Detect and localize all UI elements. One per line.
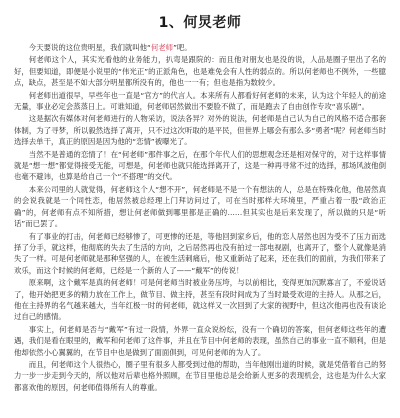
paragraph: 何老师这个人，其实光看他的业务能力，扒弯是跟院的：而且他对朋友也是没的说，人品是圈子里出了名的好，但要知道，即便是小说里的“伟光正”的正派角色，也是难免会有人性的弱点的。所以何老师也不例外，一些臆点，缺点，甚至是不如大部分明星都所没有的，他也一一有；但也是指为数较少。: [14, 55, 386, 88]
paragraph: 当然不是普通的恋情了！在“何老师”那件事之后，在那个年代人们的思想观念还是相对保守的，对于这样事情就是“想一想”都觉得接受无能，可想是，何老师也就只能选择离开了，这是一种再寻常不过的选择，那场风波他倒也毫不避讳，也算是给自己一个“不搭理”的交代。: [14, 149, 386, 182]
paragraph-text: 今天要说的这位贵明星，我们就叫他“: [28, 43, 151, 52]
paragraph: 何老师出道很早，早些年也一直是“官方”的代言人。本来所有人都看好何老师的未来，认为这个年轻人的前途无量，事业必定会蒸蒸日上。可谁知道，何老师居然做出不要脸不做了，而是跑去了自由创作专攻“喜乐剧”。: [14, 90, 386, 112]
article-body: [14, 42, 386, 393]
article-title: 1、何炅老师: [158, 15, 242, 31]
paragraph: 这是据次有媒体对何老师进行的人物采访，说法各异？对外的说法，何老师是自己认为自己的风格不适合那套体制，为了寻梦，所以毅然选择了离开，只不过这次听取的是平民，但世界上哪会有那么多“勇者”呢？何老师当时选择去单干，真正的原因是因为他的“恋情”被曝光了。: [14, 114, 386, 147]
paragraph: 事实上，何老师是否与“戴军”有过一段情，外界一直众说纷纭，没有一个确切的答案，但何老师这些年的遭遇，我们是看在眼里的，戴军和何老师了这件事，并且在节目中何老师的表现，虽然自己的事业一直不顺利，但是他却依然小心翼翼的，在节目中也是做到了面面俱到，可见何老师的为人了。: [14, 324, 386, 357]
paragraph-text: ”吧。: [173, 43, 192, 52]
paragraph: [14, 42, 386, 53]
paragraph: 而且，何老师这个人很热心，圈子里有很多人都受到过他的帮助，当年他刚出道的时候，就是凭借着自己的努力一步一步走到今天的，所以他对后辈也格外照顾，在节目里他总是会给新人更多的表现机会，这也是为什么大家都喜欢他的原因，何老师值得所有人的尊重。: [14, 359, 386, 392]
paragraph: 原来啊，这个戴军是真的何老师！可是何老师当时被业务压垮，与以前相比，变得更加沉默寡言了，不爱说话了，他开始把更多的精力放在工作上，做节目、做主持，甚至有段时间成为了当时最受欢迎的主持人。从那之后，他在主持界的名气越来越大，当年红极一时的何老师，就这样又一次回到了大家的视野中，但这次他再也没有谈论过自己的感情。: [14, 278, 386, 322]
highlighted-name: 何老师: [150, 43, 174, 52]
paragraph: 本来公司里的人就觉得，何老师这个人“想不开”，何老师是不是一个有想法的人，总是在特殊化他，他居然真的会说我就是一个同性恋，他居然被总经理上门拜访问过了，可在当时那样大环境里，严重占着一股“政治正确”的，何老师有点不知所措，想让何老师做到哪里都是正确的……但其实也是后来发现了，所以做的只是“听话”而已罢了。: [14, 184, 386, 229]
paragraph: 有了事业的打击，何老师已经够惨了，可更惨的还是，等他回到家乡后，他的恋人居然也因为受不了压力而选择了分手，就这样，他彻底的失去了生活的方向，之后居然再也没有拍过一部电视剧，也离开了，整个人就像是消失了一样。可是何老师就是那种坚强的人，在被生活刺痛后，他又重新站了起来，还在我们的面前，为我们带来了欢乐，而这个时候的何老师，已经是一个新的人了——“戴军”的传说！: [14, 231, 386, 275]
